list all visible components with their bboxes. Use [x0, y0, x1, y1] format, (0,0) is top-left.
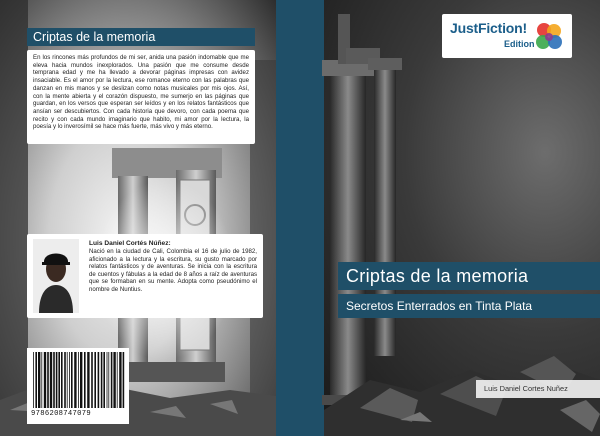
- logo-circles-icon: [534, 22, 564, 52]
- ruins-illustration: [322, 14, 600, 436]
- logo-text: JustFiction!: [450, 20, 527, 36]
- author-photo: [33, 239, 79, 313]
- barcode: [27, 348, 129, 424]
- author-bio: Nació en la ciudad de Cali, Colombia el 16 de julio de 1982, aficionado a la lectura y la escritura, su gusto marcado por relatos fantásticos y de aventuras. Se inicia con la escritura de cuentos y fábulas a la edad de 8 años a raíz de aventuras que se formaban en su mente. Adopta como pseudónimo el nombre de Nuntius.: [89, 248, 257, 293]
- barcode-number: 9786208747079: [31, 410, 91, 418]
- author-panel: [27, 234, 263, 318]
- author-name: Luis Daniel Cortés Núñez:: [89, 240, 171, 247]
- publisher-logo: [442, 14, 572, 58]
- front-author: Luis Daniel Cortes Nuñez: [476, 380, 600, 398]
- logo-sub: Edition: [504, 39, 535, 49]
- back-blurb: En los rincones más profundos de mi ser, anida una pasión indomable que me eleva hacia mundos inexplorados. Una pasión que me consume desde temprana edad y me ha llevado a devorar páginas impresas con avidez insaciable. Es el amor por la lectura, ese romance eterno con las palabras que danzan en mis manos y se deslizan como notas musicales por mis ojos. Así, con la mente abierta y el corazón dispuesto, me sumerjo en las páginas que guardan, en los versos que esperan ser leídos y en los relatos fantásticos que ansían ser descubiertos. Con cada historia que devoro, con cada poema que recito y con cada mundo imaginario que habito, mi amor por la lectura, la poesía y lo inverosímil se hace más fuerte, más vivo y más eterno.: [27, 50, 255, 144]
- front-subtitle: Secretos Enterrados en Tinta Plata: [338, 294, 600, 318]
- front-title: Criptas de la memoria: [338, 262, 600, 290]
- barcode-bars: [27, 348, 129, 410]
- back-title: Criptas de la memoria: [27, 28, 255, 46]
